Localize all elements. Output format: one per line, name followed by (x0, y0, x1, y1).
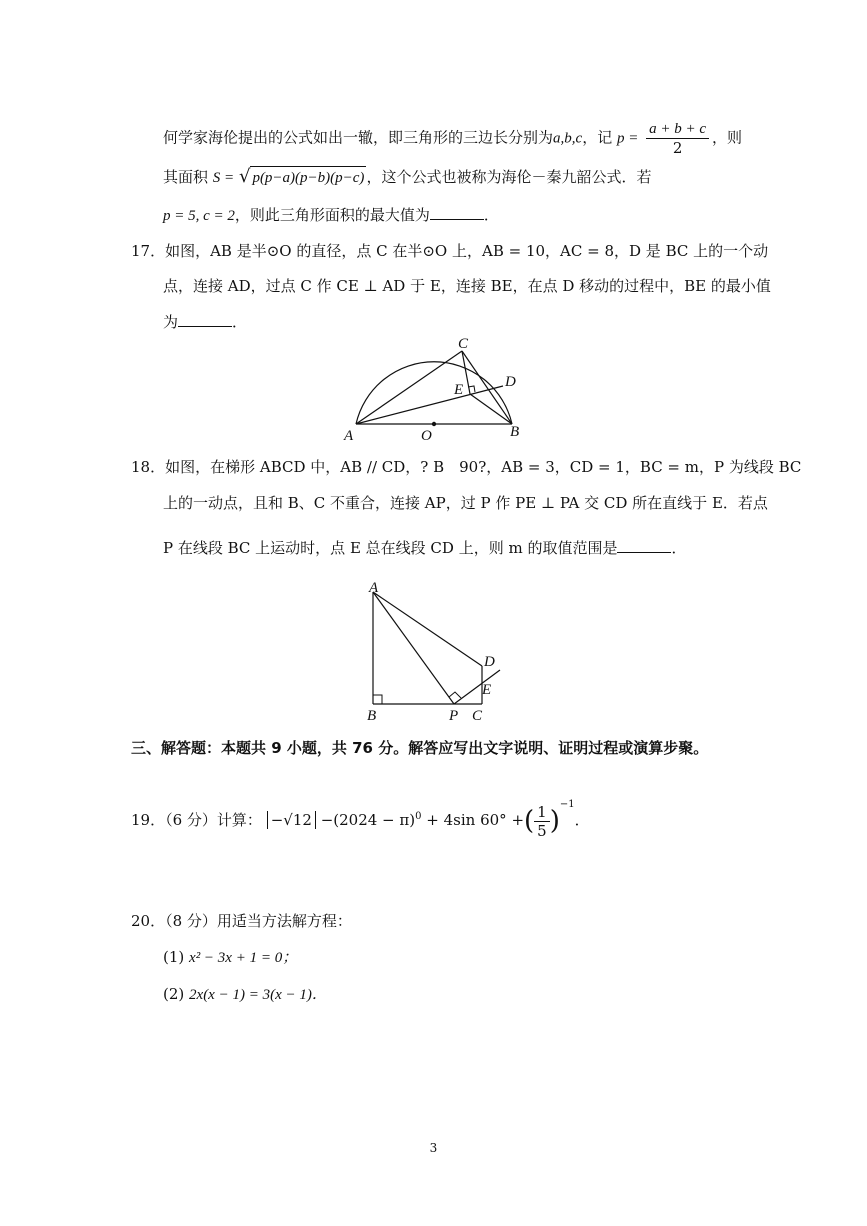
q16-line-1 (163, 120, 742, 157)
one-fifth-fraction: $\frac{1}{5}$ (534, 803, 550, 840)
q17-figure (330, 330, 540, 445)
label-C: C (458, 336, 469, 352)
label-O: O (421, 428, 432, 444)
q16-condition: p = 5, c = 2 (163, 208, 235, 224)
question-number: 19． (131, 811, 166, 829)
q16-line-3: p = 5, c = 2，则此三角形面积的最大值为 ． (163, 203, 499, 227)
q20-title: 20．（8 分）用适当方法解方程： (131, 912, 352, 930)
heron-radicand: p(p−a)(p−b)(p−c) (250, 166, 366, 189)
label-E: E (454, 382, 464, 398)
question-number: 20． (131, 912, 166, 930)
q17-line-3: 为 ． (163, 310, 247, 333)
label-E: E (482, 682, 492, 698)
label-C: C (472, 708, 483, 723)
answer-blank[interactable] (178, 310, 232, 327)
q18-line-2: 上的一动点，且和 B、C 不重合，连接 AP，过 P 作 PE ⊥ PA 交 CD 所在直线于 E．若点 (163, 494, 768, 512)
q19-line: 19．（6 分）计算： $-√12 -(2024 - \pi)^0 + 4\sin$ 60° +( $\frac{1}{5}$ )$^{-1}$． (131, 799, 590, 840)
p-lhs: p = (616, 130, 639, 147)
q20-equation-2: (2) 2x(x − 1) = 3(x − 1)． (163, 985, 327, 1003)
q18-figure (360, 578, 510, 723)
q17-line-2: 点，连接 AD，过点 C 作 CE ⊥ AD 于 E，连接 BE，在点 D 移动的过程中，BE 的最小值 (163, 277, 771, 295)
label-D: D (505, 374, 516, 390)
question-number: 17． (131, 242, 166, 260)
label-P: P (449, 708, 459, 723)
q20-equation-1: (1) x² − 3x + 1 = 0； (163, 948, 298, 966)
page-number: 3 (429, 1141, 438, 1155)
p-fraction: $\frac{a + b + c}{2}$ (646, 120, 709, 157)
label-B: B (510, 424, 520, 440)
q16-text: ，则 (712, 128, 743, 147)
abs-expression: −√12 (267, 811, 316, 829)
label-A: A (369, 580, 379, 596)
q18-line-1: 18．如图，在梯形 ABCD 中，AB // CD，? B 90?，AB = 3，CD = 1，BC = m，P 为线段 BC (131, 458, 802, 476)
q16-vars: a,b,c (553, 130, 583, 147)
q18-line-3: P 在线段 BC 上运动时，点 E 总在线段 CD 上，则 m 的取值范围是 ． (163, 536, 686, 559)
q16-text: ，记 (582, 128, 613, 147)
label-D: D (484, 654, 495, 670)
answer-blank[interactable] (617, 536, 671, 553)
q16-text: 何学家海伦提出的公式如出一辙，即三角形的三边长分别为 (163, 128, 554, 147)
label-B: B (367, 708, 377, 723)
q17-line-1: 17．如图，AB 是半⊙O 的直径，点 C 在半⊙O 上，AB = 10，AC = 8，D 是 BC 上的一个动 (131, 242, 769, 260)
s-lhs: S = (212, 170, 235, 186)
section-heading: 三、解答题：本题共 9 小题，共 76 分。解答应写出文字说明、证明过程或演算步聚。 (131, 739, 709, 757)
q16-line-2: 其面积 S = √ p(p−a)(p−b)(p−c) ，这个公式也被称为海伦－秦九韶公式．若 (163, 166, 652, 187)
label-A: A (344, 428, 354, 444)
answer-blank[interactable] (430, 203, 484, 220)
question-number: 18． (131, 458, 166, 476)
